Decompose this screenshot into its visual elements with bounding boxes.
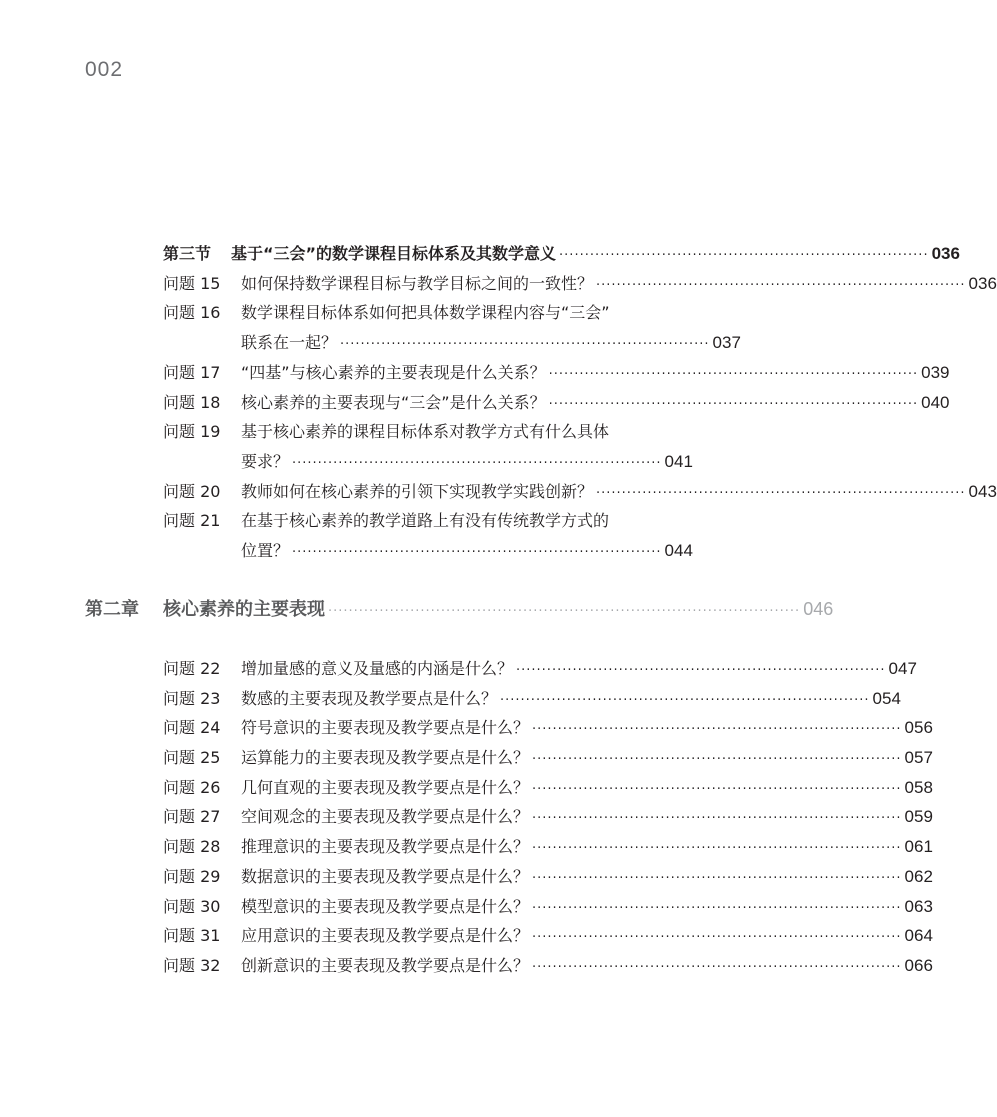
question-label: 问题 15 bbox=[163, 274, 221, 293]
question-page: 041 bbox=[664, 452, 693, 471]
question-page: 054 bbox=[872, 689, 901, 708]
question-page: 063 bbox=[904, 897, 933, 916]
section-label: 第三节 bbox=[163, 244, 212, 263]
question-title: 几何直观的主要表现及教学要点是什么？ bbox=[241, 778, 530, 797]
toc-question-30[interactable] bbox=[163, 897, 933, 919]
leader-dots: ········································································ bbox=[532, 722, 902, 737]
leader-dots: ········································································ bbox=[559, 248, 929, 263]
question-title: 核心素养的主要表现与“三会”是什么关系？ bbox=[241, 393, 546, 412]
leader-dots: ········································································ bbox=[596, 278, 966, 293]
leader-dots: ········································································ bbox=[532, 752, 902, 767]
section-page: 036 bbox=[931, 244, 960, 263]
leader-dots: ········································································ bbox=[340, 337, 710, 352]
question-label: 问题 26 bbox=[163, 778, 221, 797]
leader-dots: ········································································ bbox=[532, 811, 902, 826]
leader-dots: ········································································ bbox=[532, 841, 902, 856]
question-title: 符号意识的主要表现及教学要点是什么？ bbox=[241, 718, 530, 737]
question-title-line1: 基于核心素养的课程目标体系对教学方式有什么具体 bbox=[241, 422, 610, 441]
question-page: 039 bbox=[921, 363, 950, 382]
leader-dots: ········································································ bbox=[532, 901, 902, 916]
question-title: 运算能力的主要表现及教学要点是什么？ bbox=[241, 748, 530, 767]
question-page: 044 bbox=[664, 541, 693, 560]
question-title-line1: 在基于核心素养的教学道路上有没有传统教学方式的 bbox=[241, 511, 610, 530]
question-page: 043 bbox=[968, 482, 997, 501]
toc-question-20[interactable] bbox=[163, 482, 997, 504]
toc-question-26[interactable] bbox=[163, 778, 933, 800]
question-page: 040 bbox=[921, 393, 950, 412]
question-label: 问题 21 bbox=[163, 511, 221, 530]
toc-question-29[interactable] bbox=[163, 867, 933, 889]
toc-question-25[interactable] bbox=[163, 748, 933, 770]
leader-dots: ········································································ bbox=[292, 456, 662, 471]
question-page: 059 bbox=[904, 807, 933, 826]
question-label: 问题 19 bbox=[163, 422, 221, 441]
question-label: 问题 24 bbox=[163, 718, 221, 737]
question-label: 问题 18 bbox=[163, 393, 221, 412]
toc-question-32[interactable] bbox=[163, 956, 933, 978]
leader-dots: ········································································ bbox=[292, 545, 662, 560]
toc-chapter-entry[interactable] bbox=[85, 599, 834, 622]
question-label: 问题 32 bbox=[163, 956, 221, 975]
toc-question-16-cont[interactable] bbox=[241, 333, 741, 355]
toc-question-21-cont[interactable] bbox=[241, 541, 693, 563]
question-title: “四基”与核心素养的主要表现是什么关系？ bbox=[241, 363, 546, 382]
leader-dots: ········································································ bbox=[548, 367, 919, 382]
toc-question-16[interactable] bbox=[163, 303, 690, 323]
leader-dots: ········································································ bbox=[548, 397, 919, 412]
question-page: 064 bbox=[904, 926, 933, 945]
question-label: 问题 23 bbox=[163, 689, 221, 708]
chapter-page: 046 bbox=[803, 599, 834, 619]
toc-question-31[interactable] bbox=[163, 926, 933, 948]
toc-question-27[interactable] bbox=[163, 807, 933, 829]
toc-question-24[interactable] bbox=[163, 718, 933, 740]
leader-dots: ········································································ bbox=[516, 663, 886, 678]
question-title-line2: 要求？ bbox=[241, 452, 290, 471]
question-page: 058 bbox=[904, 778, 933, 797]
toc-question-22[interactable] bbox=[163, 659, 917, 681]
question-label: 问题 31 bbox=[163, 926, 221, 945]
toc-question-19-cont[interactable] bbox=[241, 452, 693, 474]
question-title: 模型意识的主要表现及教学要点是什么？ bbox=[241, 897, 530, 916]
question-title: 数感的主要表现及教学要点是什么？ bbox=[241, 689, 498, 708]
question-label: 问题 16 bbox=[163, 303, 221, 322]
question-label: 问题 29 bbox=[163, 867, 221, 886]
question-label: 问题 22 bbox=[163, 659, 221, 678]
question-page: 061 bbox=[904, 837, 933, 856]
toc-section-entry[interactable] bbox=[163, 244, 960, 266]
question-title-line2: 联系在一起？ bbox=[241, 333, 338, 352]
question-title: 教师如何在核心素养的引领下实现教学实践创新？ bbox=[241, 482, 594, 501]
question-label: 问题 30 bbox=[163, 897, 221, 916]
question-label: 问题 17 bbox=[163, 363, 221, 382]
question-page: 062 bbox=[904, 867, 933, 886]
question-title: 如何保持数学课程目标与教学目标之间的一致性？ bbox=[241, 274, 594, 293]
question-title: 应用意识的主要表现及教学要点是什么？ bbox=[241, 926, 530, 945]
toc-question-15[interactable] bbox=[163, 274, 997, 296]
question-label: 问题 20 bbox=[163, 482, 221, 501]
page-number: 002 bbox=[85, 58, 124, 81]
question-title: 增加量感的意义及量感的内涵是什么？ bbox=[241, 659, 514, 678]
question-title: 创新意识的主要表现及教学要点是什么？ bbox=[241, 956, 530, 975]
toc-question-18[interactable] bbox=[163, 393, 950, 415]
question-page: 037 bbox=[712, 333, 741, 352]
toc-question-28[interactable] bbox=[163, 837, 933, 859]
leader-dots: ········································································ bbox=[532, 960, 902, 975]
question-title-line1: 数学课程目标体系如何把具体数学课程内容与“三会” bbox=[241, 303, 610, 322]
section-title: 基于“三会”的数学课程目标体系及其数学意义 bbox=[231, 244, 557, 263]
question-title: 空间观念的主要表现及教学要点是什么？ bbox=[241, 807, 530, 826]
toc-question-23[interactable] bbox=[163, 689, 901, 711]
question-page: 036 bbox=[968, 274, 997, 293]
leader-dots: ···························································································· bbox=[328, 604, 801, 619]
question-page: 056 bbox=[904, 718, 933, 737]
question-title-line2: 位置？ bbox=[241, 541, 290, 560]
leader-dots: ········································································ bbox=[532, 782, 902, 797]
question-label: 问题 25 bbox=[163, 748, 221, 767]
leader-dots: ········································································ bbox=[596, 486, 966, 501]
question-label: 问题 28 bbox=[163, 837, 221, 856]
question-page: 047 bbox=[888, 659, 917, 678]
question-title: 推理意识的主要表现及教学要点是什么？ bbox=[241, 837, 530, 856]
toc-question-21[interactable] bbox=[163, 511, 690, 531]
chapter-label: 第二章 bbox=[85, 599, 139, 620]
leader-dots: ········································································ bbox=[532, 871, 902, 886]
question-label: 问题 27 bbox=[163, 807, 221, 826]
leader-dots: ········································································ bbox=[500, 693, 870, 708]
toc-question-17[interactable] bbox=[163, 363, 950, 385]
leader-dots: ········································································ bbox=[532, 930, 902, 945]
question-page: 066 bbox=[904, 956, 933, 975]
question-page: 057 bbox=[904, 748, 933, 767]
question-title: 数据意识的主要表现及教学要点是什么？ bbox=[241, 867, 530, 886]
toc-question-19[interactable] bbox=[163, 422, 690, 442]
chapter-title: 核心素养的主要表现 bbox=[163, 599, 325, 620]
